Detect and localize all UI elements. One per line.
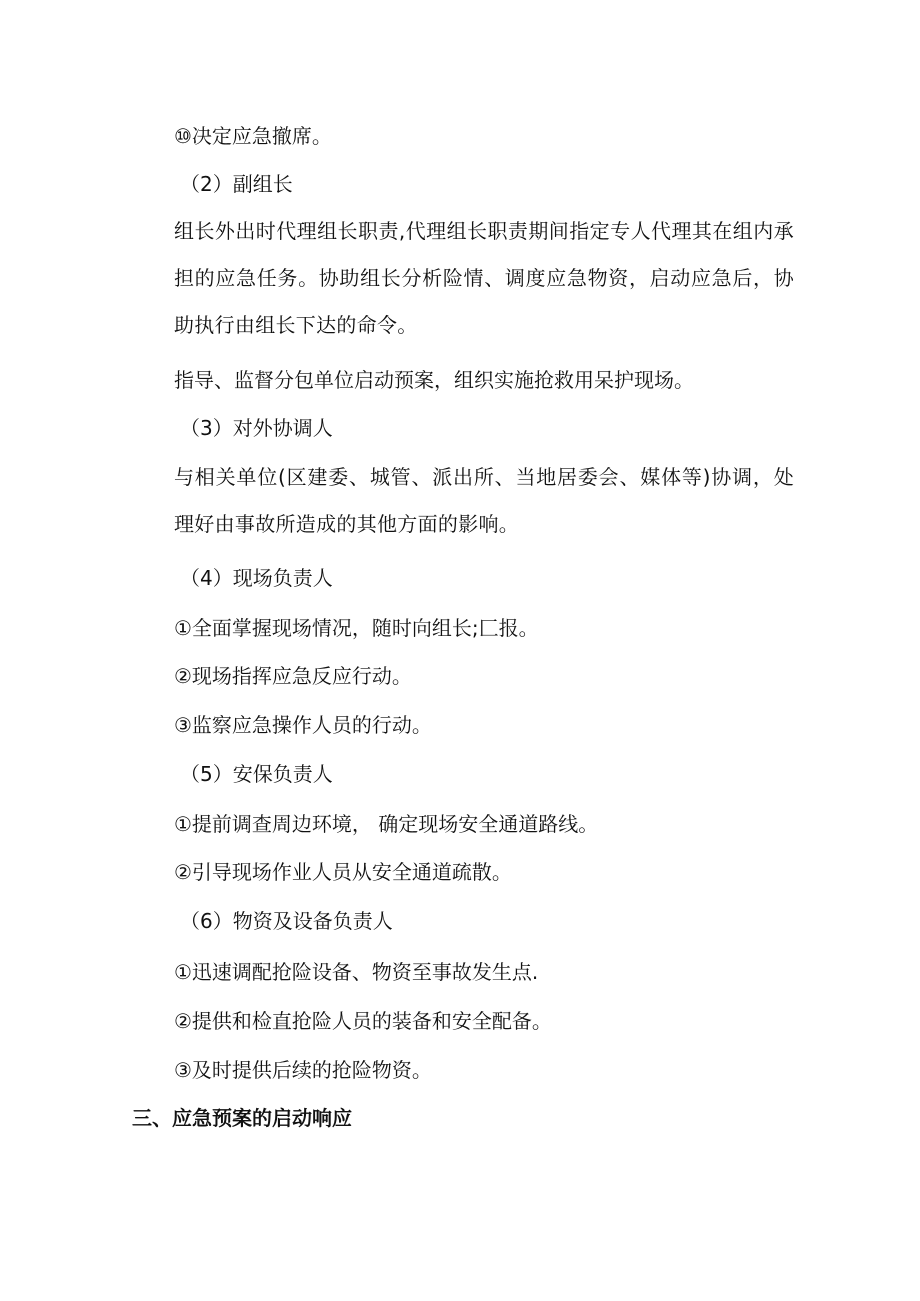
subheading-materials-manager: （6）物资及设备负责人 [180, 909, 393, 933]
subheading-external-coordinator: （3）对外协调人 [180, 416, 333, 440]
item-materials-2: ②提供和检直抢险人员的装备和安全配备。 [174, 1009, 552, 1033]
item-materials-1: ①迅速调配抢险设备、物资至事故发生点. [174, 960, 539, 984]
item-site-3: ③监察应急操作人员的行动。 [174, 713, 432, 737]
item-site-2: ②现场指挥应急反应行动。 [174, 664, 412, 688]
subheading-site-manager: （4）现场负责人 [180, 566, 333, 590]
paragraph-guide-supervise: 指导、监督分包单位启动预案，组织实施抢救用呆护现场。 [174, 368, 694, 392]
paragraph-deputy-duties: 组长外出时代理组长职责,代理组长职责期间指定专人代理其在组内承担的应急任务。协助组长分析险情、调度应急物资，启动应急后，协助执行由组长下达的命令。 [174, 219, 794, 337]
item-materials-3: ③及时提供后续的抢险物资。 [174, 1058, 432, 1082]
item-site-1: ①全面掌握现场情况，随时向组长;匚报。 [174, 616, 539, 640]
subheading-deputy-leader: （2）副组长 [180, 172, 293, 196]
item-security-2: ②引导现场作业人员从安全通道疏散。 [174, 860, 512, 884]
paragraph-coordination: 与相关单位(区建委、城管、派出所、当地居委会、媒体等)协调，处理好由事故所造成的其他方面的影响。 [174, 465, 794, 536]
item-security-1: ①提前调查周边环境， 确定现场安全通道路线。 [174, 812, 599, 836]
subheading-security-manager: （5）安保负责人 [180, 762, 333, 786]
item-10-decide-withdrawal: ⑩决定应急撤席。 [174, 124, 332, 148]
section-heading-3: 三、应急预案的启动响应 [132, 1106, 352, 1130]
